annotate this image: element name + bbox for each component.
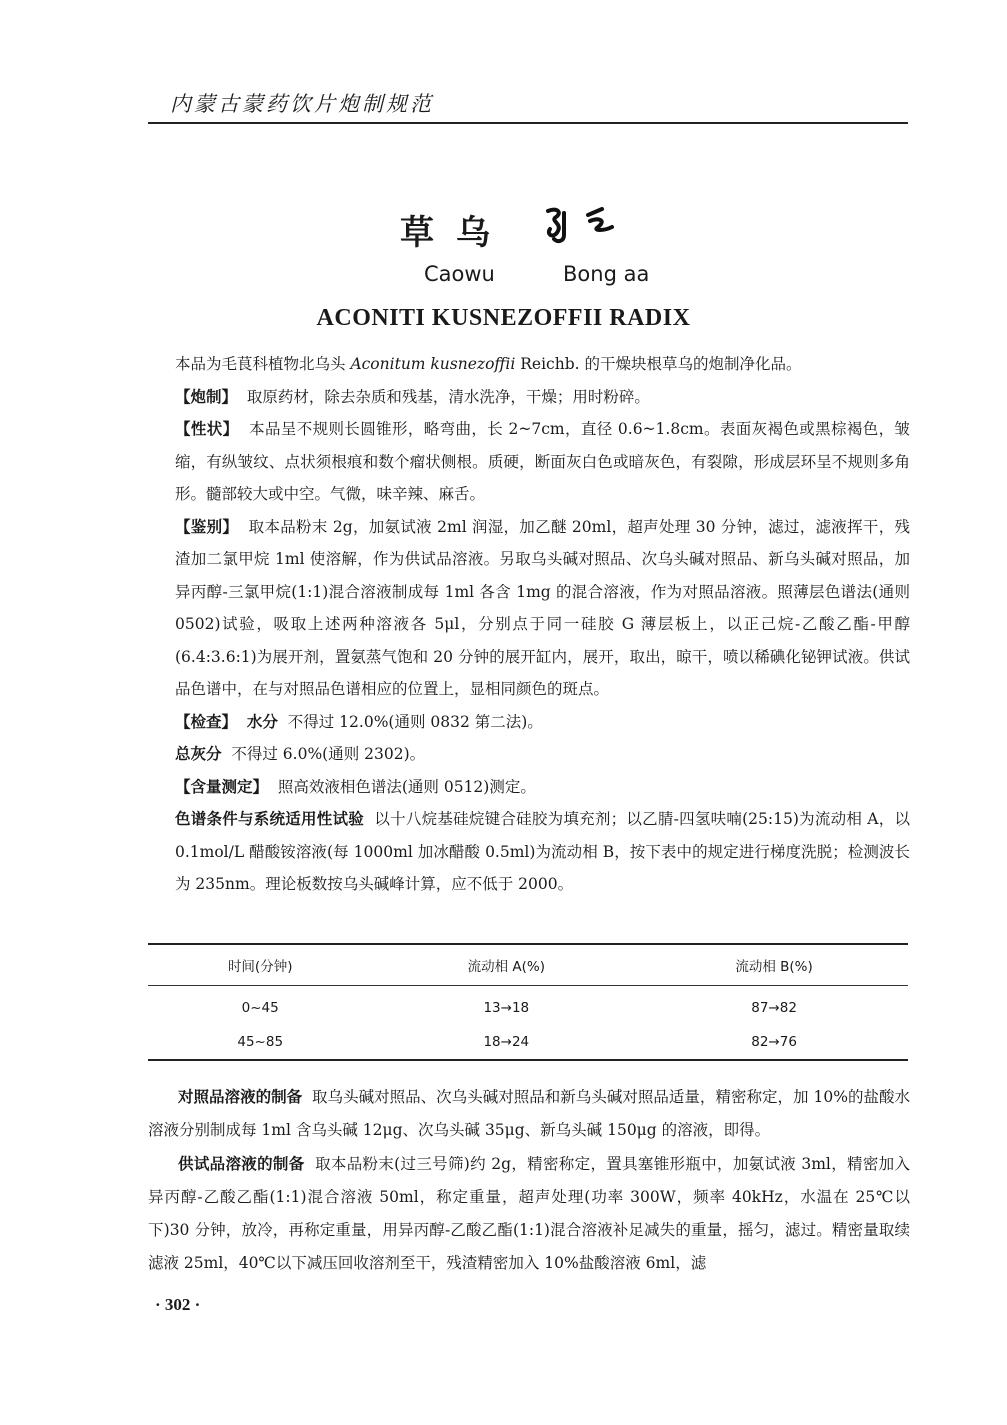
page-number: · 302 ·	[155, 1295, 201, 1314]
table-row	[148, 986, 908, 1026]
preparation-body	[148, 1080, 910, 1280]
sample-prep-label: 供试品溶液的制备	[178, 1154, 305, 1173]
table-row	[148, 1025, 908, 1059]
table-cell: 18→24	[483, 1034, 530, 1050]
reference-prep-paragraph: 对照品溶液的制备 取乌头碱对照品、次乌头碱对照品和新乌头碱对照品适量，精密称定，加 10%的盐酸水溶液分别制成每 1ml 含乌头碱 12μg、次乌头碱 35μg、新乌头碱 150μg 的溶液，即得。	[148, 1087, 910, 1139]
sample-prep-paragraph: 供试品溶液的制备 取本品粉末(过三号筛)约 2g，精密称定，置具塞锥形瓶中，加氨试液 3ml，精密加入异丙醇-乙酸乙酯(1:1)混合溶液 50ml，称定重量，超声处理(功率 300W，频率 40kHz，水温在 25℃以下)30 分钟，放冷，再称定重量，用异丙醇-乙酸乙酯(1:1)混合溶液补足减失的重量，摇匀，滤过。精密量取续滤液 25ml，40℃以下减压回收溶剂至干，残渣精密加入 10%盐酸溶液 6ml，滤	[148, 1154, 910, 1272]
title-chinese: 草乌	[400, 213, 512, 253]
table-header-row	[148, 945, 908, 986]
header-rule	[148, 122, 908, 124]
mongolian-script-title	[540, 205, 630, 245]
description-label: 【性状】	[175, 419, 239, 438]
species-name: Aconitum kusnezoffii	[350, 355, 516, 373]
reference-prep-label: 对照品溶液的制备	[178, 1087, 303, 1106]
table-cell: 13→18	[483, 1000, 530, 1016]
monograph-body	[175, 348, 910, 901]
table-cell: 82→76	[751, 1034, 797, 1050]
table-header-cell: 时间(分钟)	[148, 945, 372, 986]
description-paragraph: 【性状】 本品呈不规则长圆锥形，略弯曲，长 2~7cm，直径 0.6~1.8cm。表面灰褐色或黑棕褐色，皱缩，有纵皱纹、点状须根痕和数个瘤状侧根。质硬，断面灰白色或暗灰色，有裂隙，形成层环呈不规则多角形。髓部较大或中空。气微，味辛辣、麻舌。	[175, 419, 910, 503]
table-cell: 0~45	[241, 1000, 279, 1016]
processing-label: 【炮制】	[175, 386, 238, 406]
ash-paragraph: 总灰分 不得过 6.0%(通则 2302)。	[175, 744, 426, 763]
identification-label: 【鉴别】	[175, 516, 239, 536]
inspection-paragraph: 【检查】 水分 不得过 12.0%(通则 0832 第二法)。	[175, 711, 543, 731]
title-row	[0, 205, 1007, 253]
inspection-label: 【检查】	[175, 711, 238, 731]
assay-label: 【含量测定】	[175, 776, 269, 796]
gradient-table	[148, 943, 908, 1061]
table-header-cell: 流动相 B(%)	[640, 945, 908, 986]
mongolian-latin-title: Bong aa	[563, 262, 650, 286]
identification-paragraph: 【鉴别】 取本品粉末 2g，加氨试液 2ml 润湿，加乙醚 20ml，超声处理 30 分钟，滤过，滤液挥干，残渣加二氯甲烷 1ml 使溶解，作为供试品溶液。另取乌头碱对照品、次乌头碱对照品、新乌头碱对照品，加异丙醇-三氯甲烷(1:1)混合溶液制成每 1ml 各含 1mg 的混合溶液，作为对照品溶液。照薄层色谱法(通则 0502)试验，吸取上述两种溶液各 5μl，分别点于同一硅胶 G 薄层板上，以正己烷-乙酸乙酯-甲醇(6.4:3.6:1)为展开剂，置氨蒸气饱和 20 分钟的展开缸内，展开，取出，晾干，喷以稀碘化铋钾试液。供试品色谱中，在与对照品色谱相应的位置上，显相同颜色的斑点。	[175, 516, 910, 698]
table-cell: 87→82	[751, 1000, 797, 1016]
table-cell: 45~85	[237, 1034, 284, 1050]
intro-paragraph: 本品为毛茛科植物北乌头 Aconitum kusnezoffii Reichb. 的干燥块根草乌的炮制净化品。	[175, 355, 802, 373]
latin-title: ACONITI KUSNEZOFFII RADIX	[316, 305, 691, 331]
pinyin-title: Caowu	[424, 262, 495, 286]
chromatography-paragraph: 色谱条件与系统适用性试验 以十八烷基硅烷键合硅胶为填充剂；以乙腈-四氢呋喃(25:15)为流动相 A，以 0.1mol/L 醋酸铵溶液(每 1000ml 加冰醋酸 0.5ml)为流动相 B，按下表中的规定进行梯度洗脱；检测波长为 235nm。理论板数按乌头碱峰计算，应不低于 2000。	[175, 809, 910, 893]
running-head: 内蒙古蒙药饮片炮制规范	[170, 92, 434, 116]
assay-paragraph: 【含量测定】 照高效液相色谱法(通则 0512)测定。	[175, 776, 536, 796]
chromatography-label: 色谱条件与系统适用性试验	[175, 809, 365, 828]
table-header-cell: 流动相 A(%)	[372, 945, 640, 986]
moisture-label: 水分	[246, 711, 278, 731]
processing-paragraph: 【炮制】 取原药材，除去杂质和残基，清水洗净，干燥；用时粉碎。	[175, 386, 650, 406]
ash-label: 总灰分	[175, 744, 222, 763]
